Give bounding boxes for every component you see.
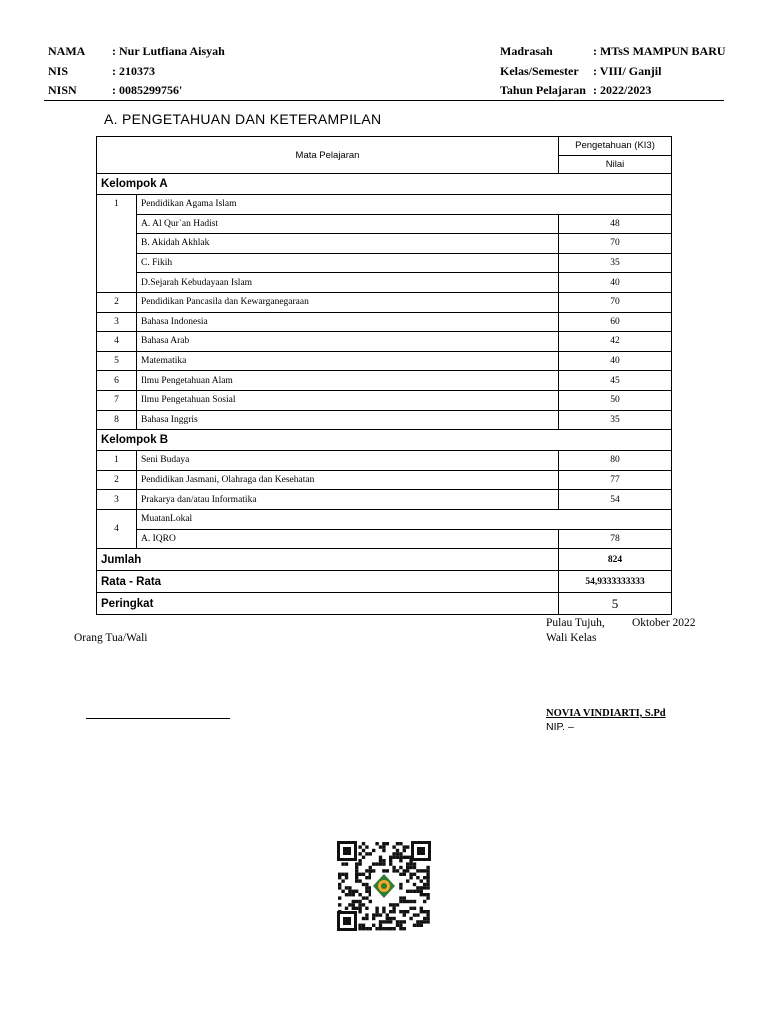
subject-value: 50 <box>559 390 672 410</box>
row-number: 7 <box>97 390 137 410</box>
nis-value: : 210373 <box>112 64 155 78</box>
header-divider <box>44 100 724 101</box>
teacher-name: NOVIA VINDIARTI, S.Pd <box>546 708 666 719</box>
group-b-row <box>97 430 672 451</box>
subject-name: Matematika <box>137 351 559 371</box>
nisn-value: : 0085299756' <box>112 83 183 97</box>
subject-value: 35 <box>559 410 672 430</box>
place-text: Pulau Tujuh, <box>546 617 605 629</box>
table-row <box>97 410 672 430</box>
nisn-label: NISN <box>48 83 77 97</box>
parent-label: Orang Tua/Wali <box>74 632 148 644</box>
subject-name: A. Al Qur`an Hadist <box>137 214 559 234</box>
subject-value: 60 <box>559 312 672 332</box>
row-number: 3 <box>97 312 137 332</box>
row-number: 2 <box>97 470 137 490</box>
subject-name: A. IQRO <box>137 529 559 549</box>
subject-value: 35 <box>559 253 672 273</box>
row-number: 5 <box>97 351 137 371</box>
table-row <box>97 253 672 273</box>
average-row <box>97 571 672 593</box>
subject-name: Pendidikan Jasmani, Olahraga dan Kesehatan <box>137 470 559 490</box>
row-number: 8 <box>97 410 137 430</box>
subject-name: C. Fikih <box>137 253 559 273</box>
kelas-label: Kelas/Semester <box>500 64 579 78</box>
table-row <box>97 312 672 332</box>
table-header-row <box>97 137 672 156</box>
subject-value: 48 <box>559 214 672 234</box>
date-text: Oktober 2022 <box>632 617 696 629</box>
emblem-icon <box>371 873 397 899</box>
subject-value <box>559 509 672 529</box>
table-row <box>97 371 672 391</box>
col-subject-header: Mata Pelajaran <box>97 137 559 174</box>
subject-name: Ilmu Pengetahuan Sosial <box>137 390 559 410</box>
table-row <box>97 529 672 549</box>
kelas-value: : VIII/ Ganjil <box>593 64 662 78</box>
group-a-label: Kelompok A <box>97 174 672 195</box>
row-number: 2 <box>97 292 137 312</box>
madrasah-label: Madrasah <box>500 44 553 58</box>
subject-value: 45 <box>559 371 672 391</box>
subject-value: 77 <box>559 470 672 490</box>
subject-name: MuatanLokal <box>137 509 559 529</box>
subject-name: B. Akidah Akhlak <box>137 234 559 254</box>
subject-name: Pendidikan Agama Islam <box>137 195 559 215</box>
rata-value: 54,9333333333 <box>559 571 672 593</box>
qr-code <box>337 841 431 931</box>
table-row <box>97 234 672 254</box>
madrasah-value: : MTsS MAMPUN BARU <box>593 44 726 58</box>
subject-value: 54 <box>559 490 672 510</box>
jumlah-value: 824 <box>559 549 672 571</box>
row-number: 1 <box>97 195 137 293</box>
peringkat-value: 5 <box>559 593 672 615</box>
row-number: 6 <box>97 371 137 391</box>
subject-value: 78 <box>559 529 672 549</box>
subject-name: Bahasa Indonesia <box>137 312 559 332</box>
subject-name: D.Sejarah Kebudayaan Islam <box>137 273 559 293</box>
row-number: 4 <box>97 332 137 352</box>
grades-table <box>96 136 672 615</box>
nis-label: NIS <box>48 64 69 78</box>
subject-value: 80 <box>559 451 672 471</box>
section-title: A. PENGETAHUAN DAN KETERAMPILAN <box>104 111 382 127</box>
group-b-label: Kelompok B <box>97 430 672 451</box>
subject-value <box>559 195 672 215</box>
table-row <box>97 451 672 471</box>
table-row <box>97 390 672 410</box>
table-row <box>97 195 672 215</box>
subject-value: 40 <box>559 351 672 371</box>
table-row <box>97 292 672 312</box>
subject-value: 70 <box>559 234 672 254</box>
jumlah-label: Jumlah <box>97 549 559 571</box>
table-row <box>97 273 672 293</box>
teacher-label: Wali Kelas <box>546 632 597 644</box>
row-number: 1 <box>97 451 137 471</box>
group-a-row <box>97 174 672 195</box>
table-row <box>97 332 672 352</box>
rata-label: Rata - Rata <box>97 571 559 593</box>
rank-row <box>97 593 672 615</box>
row-number: 3 <box>97 490 137 510</box>
subject-value: 40 <box>559 273 672 293</box>
tahun-value: : 2022/2023 <box>593 83 652 97</box>
table-row <box>97 351 672 371</box>
col-value-header: Nilai <box>559 155 672 174</box>
subject-name: Seni Budaya <box>137 451 559 471</box>
subject-value: 42 <box>559 332 672 352</box>
peringkat-label: Peringkat <box>97 593 559 615</box>
col-knowledge-header: Pengetahuan (KI3) <box>559 137 672 156</box>
nip-text: NIP. – <box>546 721 574 733</box>
nama-value: : Nur Lutfiana Aisyah <box>112 44 225 58</box>
table-row <box>97 490 672 510</box>
row-number: 4 <box>97 509 137 548</box>
table-row <box>97 509 672 529</box>
subject-name: Pendidikan Pancasila dan Kewarganegaraan <box>137 292 559 312</box>
table-row <box>97 470 672 490</box>
table-row <box>97 214 672 234</box>
subject-name: Bahasa Inggris <box>137 410 559 430</box>
subject-name: Ilmu Pengetahuan Alam <box>137 371 559 391</box>
subject-name: Prakarya dan/atau Informatika <box>137 490 559 510</box>
parent-signature-line <box>86 718 230 719</box>
nama-label: NAMA <box>48 44 86 58</box>
tahun-label: Tahun Pelajaran <box>500 83 586 97</box>
subject-name: Bahasa Arab <box>137 332 559 352</box>
subject-value: 70 <box>559 292 672 312</box>
total-row <box>97 549 672 571</box>
